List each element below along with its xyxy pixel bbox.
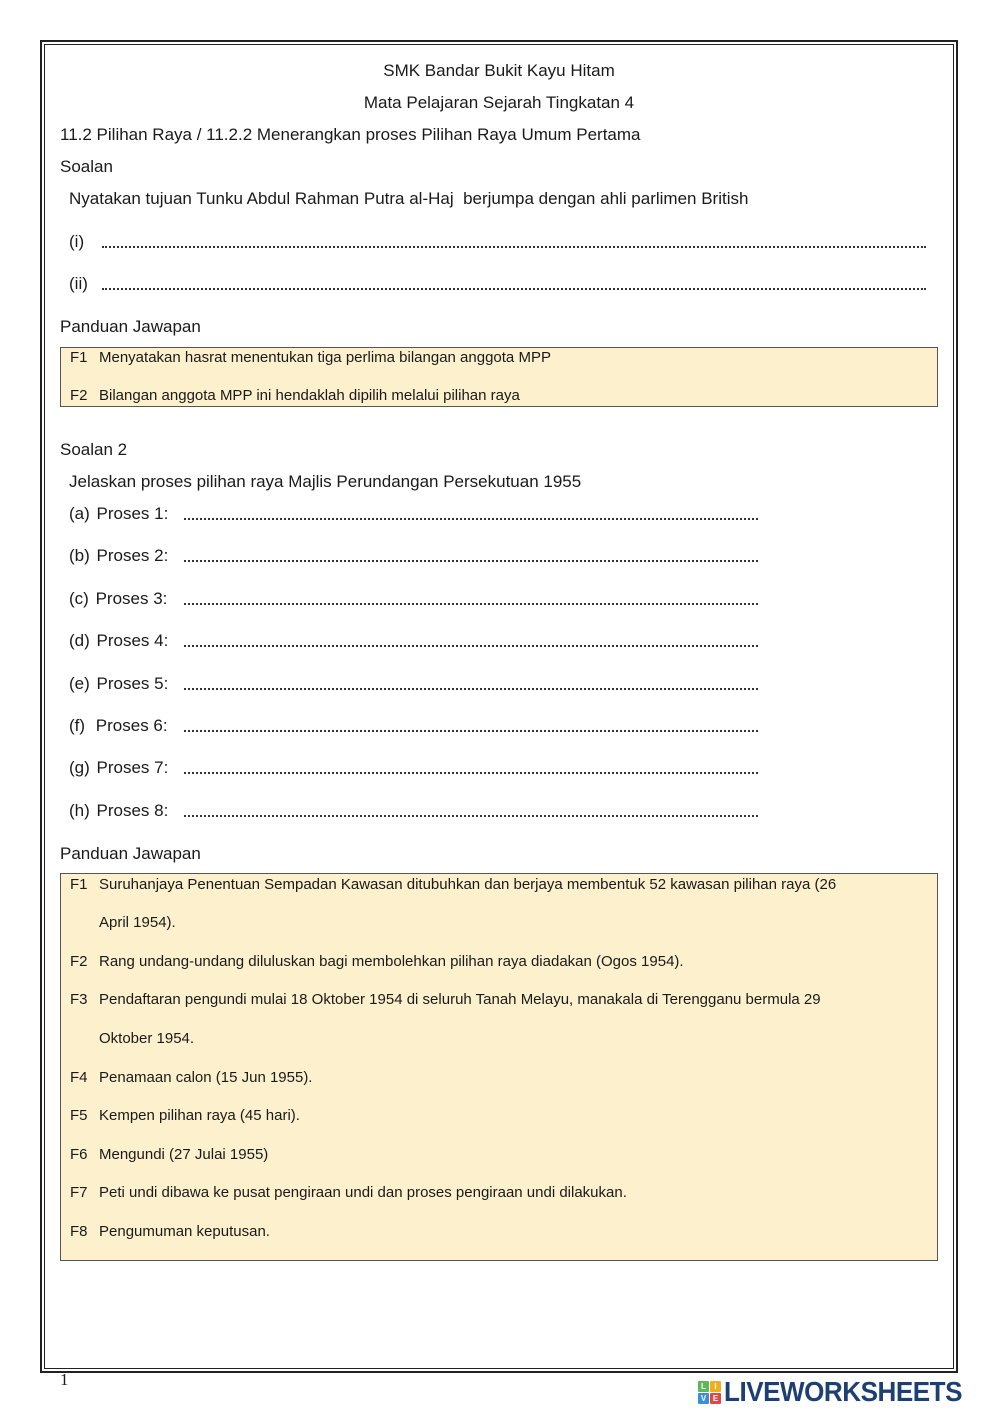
process-row-f — [69, 716, 168, 736]
process-field-8[interactable] — [184, 813, 758, 817]
question1-guide-heading: Panduan Jawapan — [60, 317, 201, 336]
process-row-a — [69, 504, 168, 524]
logo-square-v: V — [698, 1393, 709, 1404]
school-name: SMK Bandar Bukit Kayu Hitam — [383, 61, 615, 80]
process-name: Proses 2: — [96, 546, 169, 565]
process-row-c — [69, 589, 167, 609]
process-name: Proses 1: — [96, 504, 169, 523]
guide-code: F6 — [70, 1146, 88, 1163]
answer-field-i[interactable] — [102, 244, 926, 248]
process-row-d — [69, 631, 168, 651]
question1-heading: Soalan — [60, 157, 113, 176]
guide-code: F5 — [70, 1107, 88, 1124]
guide-text: Kempen pilihan raya (45 hari). — [99, 1107, 300, 1124]
question2-prompt: Jelaskan proses pilihan raya Majlis Perundangan Persekutuan 1955 — [69, 472, 582, 491]
process-name: Proses 8: — [96, 801, 169, 820]
guide-text: Rang undang-undang diluluskan bagi membolehkan pilihan raya diadakan (Ogos 1954). — [99, 953, 684, 970]
process-field-1[interactable] — [184, 516, 758, 520]
process-row-b — [69, 546, 168, 566]
process-field-5[interactable] — [184, 686, 758, 690]
process-name: Proses 6: — [95, 716, 168, 735]
question2-heading: Soalan 2 — [60, 440, 128, 459]
process-label: (h) — [69, 801, 90, 820]
liveworksheets-logo[interactable] — [698, 1377, 980, 1407]
process-label: (g) — [69, 758, 90, 777]
process-name: Proses 5: — [96, 674, 169, 693]
process-row-g — [69, 758, 168, 778]
logo-square-l: L — [698, 1381, 709, 1392]
logo-square-e: E — [710, 1393, 721, 1404]
guide-text: Penamaan calon (15 Jun 1955). — [99, 1069, 313, 1086]
process-label: (d) — [69, 631, 90, 650]
process-label: (f) — [69, 716, 86, 735]
guide-item-continued: April 1954). — [99, 914, 176, 931]
answer-field-ii[interactable] — [102, 286, 926, 290]
guide-code: F2 — [70, 387, 88, 404]
guide-code: F4 — [70, 1069, 88, 1086]
guide-text: Bilangan anggota MPP ini hendaklah dipilih melalui pilihan raya — [99, 387, 520, 404]
process-label: (c) — [69, 589, 89, 608]
guide-code: F7 — [70, 1184, 88, 1201]
logo-square-i: I — [710, 1381, 721, 1392]
guide-text: Pengumuman keputusan. — [99, 1223, 270, 1240]
guide-code: F3 — [70, 991, 88, 1008]
process-field-2[interactable] — [184, 558, 758, 562]
guide-code: F8 — [70, 1223, 88, 1240]
logo-squares-icon — [698, 1381, 721, 1404]
logo-text: LIVEWORKSHEETS — [724, 1376, 963, 1407]
topic-title: 11.2 Pilihan Raya / 11.2.2 Menerangkan proses Pilihan Raya Umum Pertama — [60, 125, 641, 144]
question2-guide-heading: Panduan Jawapan — [60, 844, 201, 863]
process-label: (b) — [69, 546, 90, 565]
guide-text: Pendaftaran pengundi mulai 18 Oktober 1954 di seluruh Tanah Melayu, manakala di Terengganu bermula 29 — [99, 991, 821, 1008]
question2-answer-guide — [60, 873, 938, 1261]
process-field-6[interactable] — [184, 728, 758, 732]
process-label: (e) — [69, 674, 90, 693]
guide-text: Peti undi dibawa ke pusat pengiraan undi dan proses pengiraan undi dilakukan. — [99, 1184, 627, 1201]
process-field-3[interactable] — [184, 601, 758, 605]
guide-text: Menyatakan hasrat menentukan tiga perlima bilangan anggota MPP — [99, 349, 551, 366]
question1-prompt: Nyatakan tujuan Tunku Abdul Rahman Putra al-Haj berjumpa dengan ahli parlimen British — [69, 189, 749, 208]
process-row-h — [69, 801, 168, 821]
question1-answer-guide — [60, 347, 938, 407]
process-label: (a) — [69, 504, 90, 523]
page-number: 1 — [60, 1370, 69, 1389]
guide-text: Suruhanjaya Penentuan Sempadan Kawasan ditubuhkan dan berjaya membentuk 52 kawasan pilihan raya (26 — [99, 876, 837, 893]
answer-label-i: (i) — [69, 232, 85, 251]
process-field-4[interactable] — [184, 643, 758, 647]
guide-text: Mengundi (27 Julai 1955) — [99, 1146, 269, 1163]
guide-code: F1 — [70, 349, 88, 366]
guide-code: F2 — [70, 953, 88, 970]
process-row-e — [69, 674, 168, 694]
process-field-7[interactable] — [184, 770, 758, 774]
subject-title: Mata Pelajaran Sejarah Tingkatan 4 — [363, 93, 635, 112]
process-name: Proses 7: — [96, 758, 169, 777]
guide-item-continued: Oktober 1954. — [99, 1030, 195, 1047]
answer-label-ii: (ii) — [69, 274, 88, 293]
process-name: Proses 3: — [95, 589, 168, 608]
guide-code: F1 — [70, 876, 88, 893]
process-name: Proses 4: — [96, 631, 169, 650]
